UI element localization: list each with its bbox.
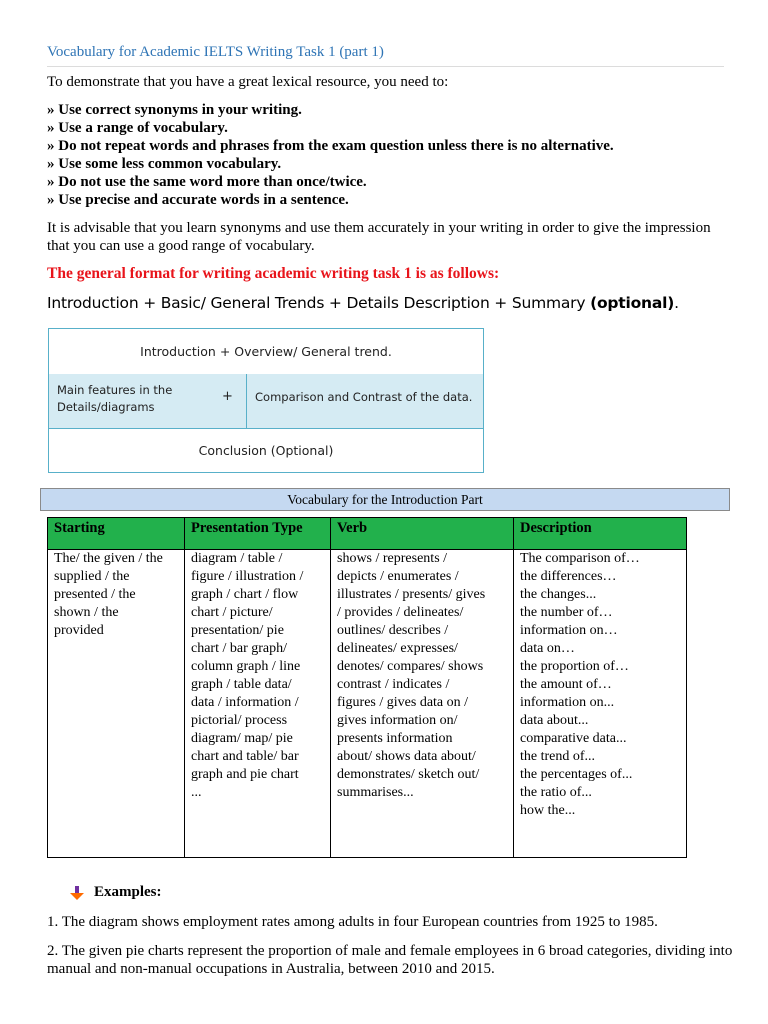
page-heading: Vocabulary for Academic IELTS Writing Task 1 (part 1): [47, 44, 384, 60]
requirement-item: » Do not use the same word more than once/twice.: [47, 174, 367, 190]
examples-label: Examples:: [94, 884, 162, 900]
table-cell: illustrates / presents/ gives: [337, 587, 486, 602]
header-verb: Verb: [331, 518, 514, 549]
table-cell: the proportion of…: [520, 659, 629, 674]
col-description: [514, 550, 686, 857]
formula-end: .: [674, 294, 679, 312]
table-cell: diagram/ map/ pie: [191, 731, 293, 746]
table-cell: provided: [54, 623, 104, 638]
diagram-divider: [246, 374, 247, 428]
table-cell: presented / the: [54, 587, 136, 602]
table-cell: delineates/ expresses/: [337, 641, 458, 656]
col-presentation-type: [185, 550, 331, 857]
table-cell: contrast / indicates /: [337, 677, 450, 692]
diagram-main-features: Main features in the Details/diagrams: [57, 383, 173, 414]
example-2: 2. The given pie charts represent the proportion of male and female employees in 6 broad categories, dividing into manual and non-manual occupations in Australia, between 2010 and 2015.: [47, 943, 733, 977]
table-cell: the changes...: [520, 587, 597, 602]
intro-text: To demonstrate that you have a great lexical resource, you need to:: [47, 74, 449, 90]
col-starting: [48, 550, 185, 857]
table-cell: graph / table data/: [191, 677, 292, 692]
diagram-comparison: Comparison and Contrast of the data.: [255, 390, 473, 404]
table-cell: chart / picture/: [191, 605, 273, 620]
table-cell: supplied / the: [54, 569, 130, 584]
table-cell: the trend of...: [520, 749, 596, 764]
table-cell: gives information on/: [337, 713, 458, 728]
table-cell: ...: [191, 785, 202, 800]
requirement-list: [47, 101, 614, 209]
table-cell: the differences…: [520, 569, 617, 584]
table-cell: The comparison of…: [520, 551, 640, 566]
header-presentation-type: Presentation Type: [185, 518, 331, 549]
table-cell: the percentages of...: [520, 767, 633, 782]
table-cell: information on...: [520, 695, 615, 710]
diagram-introduction: Introduction + Overview/ General trend.: [49, 329, 483, 375]
requirement-item: » Use a range of vocabulary.: [47, 120, 228, 136]
table-cell: presentation/ pie: [191, 623, 284, 638]
table-cell: figures / gives data on /: [337, 695, 469, 710]
table-cell: figure / illustration /: [191, 569, 304, 584]
requirement-item: » Use some less common vocabulary.: [47, 156, 282, 172]
heading-divider: [47, 66, 724, 67]
diagram-plus: +: [222, 389, 233, 404]
table-cell: the ratio of...: [520, 785, 592, 800]
table-cell: the number of…: [520, 605, 613, 620]
table-cell: graph and pie chart: [191, 767, 299, 782]
structure-diagram: [48, 328, 484, 473]
table-cell: diagram / table /: [191, 551, 283, 566]
table-cell: The/ the given / the: [54, 551, 163, 566]
table-cell: chart / bar graph/: [191, 641, 288, 656]
requirement-item: » Use precise and accurate words in a sentence.: [47, 192, 349, 208]
requirement-item: » Use correct synonyms in your writing.: [47, 102, 302, 118]
table-cell: data about...: [520, 713, 589, 728]
table-cell: graph / chart / flow: [191, 587, 299, 602]
table-cell: denotes/ compares/ shows: [337, 659, 484, 674]
requirement-item: » Do not repeat words and phrases from the exam question unless there is no alternative.: [47, 138, 614, 154]
header-description: Description: [514, 518, 686, 549]
table-cell: about/ shows data about/: [337, 749, 476, 764]
table-cell: outlines/ describes /: [337, 623, 449, 638]
formula-optional: (optional): [590, 294, 675, 312]
examples-heading: [70, 884, 162, 901]
example-1: 1. The diagram shows employment rates among adults in four European countries from 1925 to 1985.: [47, 914, 658, 930]
table-cell: column graph / line: [191, 659, 301, 674]
table-cell: comparative data...: [520, 731, 627, 746]
header-starting: Starting: [48, 518, 185, 549]
table-cell: how the...: [520, 803, 576, 818]
diagram-conclusion: Conclusion (Optional): [198, 443, 334, 458]
table-cell: / provides / delineates/: [337, 605, 464, 620]
table-cell: shown / the: [54, 605, 119, 620]
table-cell: the amount of…: [520, 677, 612, 692]
table-cell: data / information /: [191, 695, 299, 710]
table-cell: summarises...: [337, 785, 414, 800]
table-cell: shows / represents /: [337, 551, 448, 566]
table-cell: pictorial/ process: [191, 713, 288, 728]
table-cell: demonstrates/ sketch out/: [337, 767, 480, 782]
vocab-table: [47, 517, 687, 858]
advice-paragraph: It is advisable that you learn synonyms and use them accurately in your writing in order to give the impression that you can use a good range of vocabulary.: [47, 220, 711, 254]
table-cell: chart and table/ bar: [191, 749, 299, 764]
col-verb: [331, 550, 514, 857]
table-cell: depicts / enumerates /: [337, 569, 459, 584]
table-cell: data on…: [520, 641, 575, 656]
vocab-section-title: Vocabulary for the Introduction Part: [40, 488, 730, 511]
down-arrow-icon: [70, 886, 84, 900]
format-heading: The general format for writing academic writing task 1 is as follows:: [47, 265, 500, 282]
table-cell: information on…: [520, 623, 618, 638]
formula-main: Introduction + Basic/ General Trends + Details Description + Summary: [47, 294, 591, 312]
format-formula: [47, 294, 679, 312]
table-cell: presents information: [337, 731, 453, 746]
diagram-body-row: [49, 374, 483, 429]
